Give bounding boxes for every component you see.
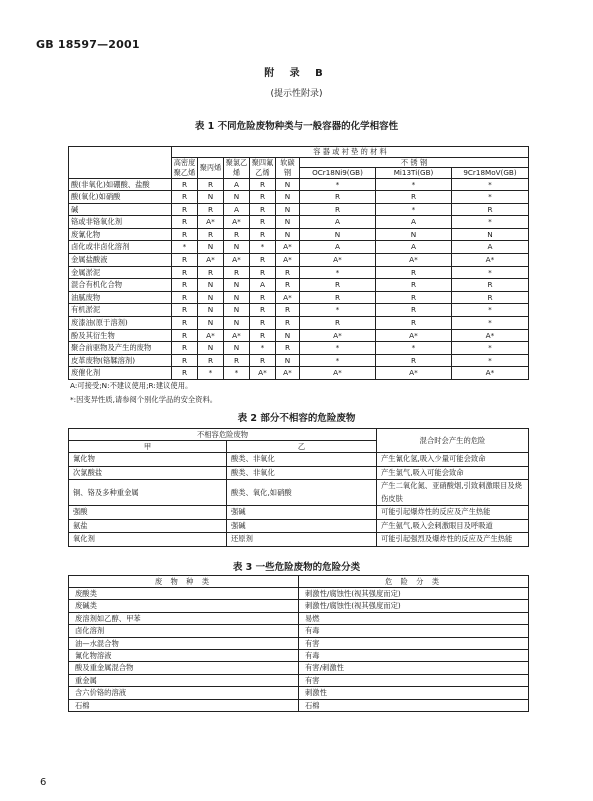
compatibility-cell: N: [276, 354, 300, 367]
compatibility-cell: R: [172, 178, 198, 191]
compatibility-cell: *: [452, 191, 529, 204]
compatibility-cell: R: [224, 266, 250, 279]
waste-type-label: 废漆油(原于溶剂): [69, 317, 172, 330]
hazard-cell: 可能引起强烈及爆炸性的反应及产生热能: [377, 533, 529, 547]
waste-kind-cell: 石棉: [69, 699, 299, 711]
compatibility-cell: R: [276, 317, 300, 330]
compatibility-cell: A: [300, 241, 376, 254]
compatibility-cell: A*: [198, 329, 224, 342]
compatibility-cell: *: [300, 304, 376, 317]
compatibility-cell: R: [250, 203, 276, 216]
compatibility-cell: N: [376, 228, 452, 241]
waste-b-cell: 酸类、非氧化: [227, 453, 377, 467]
compatibility-cell: *: [452, 317, 529, 330]
hazard-class-cell: 有毒: [299, 650, 529, 662]
table-row: [69, 241, 529, 254]
table-row: [69, 367, 529, 380]
compatibility-cell: A*: [376, 367, 452, 380]
compatibility-cell: R: [300, 191, 376, 204]
compatibility-cell: R: [376, 279, 452, 292]
compatibility-cell: *: [452, 354, 529, 367]
hazard-class-cell: 有害: [299, 674, 529, 686]
compatibility-cell: A*: [198, 254, 224, 267]
waste-type-label: 酸(非氧化)如硼酸、盐酸: [69, 178, 172, 191]
compatibility-cell: R: [250, 178, 276, 191]
compatibility-cell: *: [172, 241, 198, 254]
compatibility-cell: N: [452, 228, 529, 241]
compatibility-cell: R: [250, 191, 276, 204]
compatibility-cell: N: [224, 241, 250, 254]
waste-type-label: 金属淤泥: [69, 266, 172, 279]
hazard-class-cell: 易燃: [299, 612, 529, 624]
table-row: [69, 191, 529, 204]
waste-a-cell: 强酸: [69, 506, 227, 520]
table-row: [69, 279, 529, 292]
compatibility-cell: A: [452, 241, 529, 254]
hazard-class-cell: 有害/刺激性: [299, 662, 529, 674]
compatibility-cell: A*: [276, 291, 300, 304]
compatibility-cell: R: [452, 291, 529, 304]
table2-col-hazard: 混合时会产生的危险: [377, 429, 529, 453]
hazard-cell: 产生二氧化氮、亚硝酸烟,引致刺激眼目及烧伤皮肤: [377, 480, 529, 506]
compatibility-cell: N: [276, 191, 300, 204]
compatibility-cell: *: [250, 342, 276, 355]
waste-kind-cell: 卤化溶剂: [69, 625, 299, 637]
compatibility-cell: R: [172, 342, 198, 355]
compatibility-cell: R: [172, 354, 198, 367]
compatibility-cell: N: [276, 203, 300, 216]
table-row: [69, 291, 529, 304]
compatibility-cell: A*: [276, 367, 300, 380]
compatibility-cell: R: [376, 317, 452, 330]
table-row: [69, 317, 529, 330]
compatibility-cell: R: [198, 266, 224, 279]
compatibility-cell: R: [276, 279, 300, 292]
compatibility-cell: R: [250, 254, 276, 267]
waste-b-cell: 强碱: [227, 506, 377, 520]
waste-a-cell: 铜、铬及多种重金属: [69, 480, 227, 506]
compatibility-cell: A*: [224, 216, 250, 229]
waste-kind-cell: 油—水混合物: [69, 637, 299, 649]
compatibility-cell: R: [172, 228, 198, 241]
compatibility-cell: A*: [198, 216, 224, 229]
compatibility-cell: R: [250, 266, 276, 279]
compatibility-cell: A*: [452, 367, 529, 380]
waste-type-label: 卤化或非卤化溶剂: [69, 241, 172, 254]
compatibility-cell: R: [376, 291, 452, 304]
col-header-steel-3: 9Cr18MoV(GB): [452, 168, 529, 179]
compatibility-cell: N: [224, 317, 250, 330]
waste-type-label: 铬或非铬氧化剂: [69, 216, 172, 229]
waste-kind-cell: 废碱类: [69, 600, 299, 612]
compatibility-cell: N: [300, 228, 376, 241]
compatibility-cell: N: [224, 291, 250, 304]
waste-type-label: 酸(氧化)如硝酸: [69, 191, 172, 204]
table3-col-waste: 废 物 种 类: [69, 576, 299, 588]
compatibility-cell: R: [198, 228, 224, 241]
compatibility-cell: R: [224, 228, 250, 241]
hazard-cell: 产生氨气,吸入会刺激眼目及呼吸道: [377, 519, 529, 533]
waste-kind-cell: 重金属: [69, 674, 299, 686]
compatibility-cell: *: [300, 342, 376, 355]
hazard-cell: 产生氯气,吸入可能会致命: [377, 466, 529, 480]
col-header-steel-1: OCr18Ni9(GB): [300, 168, 376, 179]
compatibility-cell: *: [452, 342, 529, 355]
waste-b-cell: 酸类、非氧化: [227, 466, 377, 480]
hazard-class-cell: 刺激性: [299, 687, 529, 699]
compatibility-cell: *: [300, 354, 376, 367]
waste-kind-cell: 废溶剂如乙醇、甲苯: [69, 612, 299, 624]
compatibility-cell: R: [172, 216, 198, 229]
compatibility-cell: R: [250, 317, 276, 330]
compatibility-cell: R: [172, 291, 198, 304]
table-row: [69, 533, 529, 547]
compatibility-cell: A*: [300, 329, 376, 342]
table-row: [69, 203, 529, 216]
compatibility-cell: R: [452, 203, 529, 216]
standard-number: GB 18597—2001: [36, 38, 140, 51]
compatibility-cell: R: [276, 266, 300, 279]
compatibility-cell: N: [276, 228, 300, 241]
compatibility-cell: *: [376, 203, 452, 216]
compatibility-cell: R: [250, 291, 276, 304]
col-header-steel-2: Mi13Ti(GB): [376, 168, 452, 179]
waste-kind-cell: 含六价铬的溶液: [69, 687, 299, 699]
compatibility-cell: *: [300, 178, 376, 191]
table1-group-header: 容 器 或 衬 垫 的 材 料: [172, 147, 529, 158]
compatibility-cell: R: [250, 216, 276, 229]
compatibility-cell: R: [376, 191, 452, 204]
compatibility-cell: R: [224, 354, 250, 367]
table-row: [69, 625, 529, 637]
waste-kind-cell: 酸及重金属混合物: [69, 662, 299, 674]
compatibility-cell: R: [172, 191, 198, 204]
compatibility-cell: *: [376, 342, 452, 355]
table-row: [69, 662, 529, 674]
hazard-class-cell: 有害: [299, 637, 529, 649]
table-row: [69, 600, 529, 612]
page-number: 6: [40, 777, 47, 788]
waste-b-cell: 强碱: [227, 519, 377, 533]
waste-type-label: 聚合前驱物及产生的废物: [69, 342, 172, 355]
compatibility-cell: A*: [276, 241, 300, 254]
compatibility-cell: N: [276, 329, 300, 342]
compatibility-cell: N: [224, 304, 250, 317]
compatibility-cell: R: [198, 178, 224, 191]
compatibility-cell: *: [452, 216, 529, 229]
hazard-classification-table: [68, 575, 529, 712]
table-row: [69, 304, 529, 317]
hazard-class-cell: 刺激性/腐蚀性(视其强度而定): [299, 588, 529, 600]
table-row: [69, 612, 529, 624]
compatibility-table: [68, 146, 529, 380]
table-row: [69, 588, 529, 600]
compatibility-cell: *: [452, 304, 529, 317]
waste-type-label: 废催化剂: [69, 367, 172, 380]
compatibility-cell: R: [172, 304, 198, 317]
compatibility-cell: R: [376, 304, 452, 317]
compatibility-cell: R: [376, 266, 452, 279]
compatibility-cell: R: [250, 228, 276, 241]
compatibility-cell: R: [300, 203, 376, 216]
compatibility-cell: R: [300, 317, 376, 330]
compatibility-cell: N: [198, 191, 224, 204]
compatibility-cell: A*: [452, 254, 529, 267]
compatibility-cell: A*: [300, 367, 376, 380]
waste-type-label: 金属盐酸液: [69, 254, 172, 267]
hazard-class-cell: 刺激性/腐蚀性(视其强度而定): [299, 600, 529, 612]
compatibility-cell: A*: [250, 367, 276, 380]
compatibility-cell: R: [250, 329, 276, 342]
table-row: [69, 216, 529, 229]
compatibility-cell: R: [198, 203, 224, 216]
compatibility-cell: N: [224, 191, 250, 204]
compatibility-cell: *: [376, 178, 452, 191]
compatibility-cell: N: [198, 241, 224, 254]
compatibility-cell: A*: [224, 329, 250, 342]
compatibility-cell: N: [276, 178, 300, 191]
compatibility-cell: R: [276, 342, 300, 355]
table-row: [69, 453, 529, 467]
table2-col-b: 乙: [227, 441, 377, 453]
waste-type-label: 皮革废物(铬鞣溶剂): [69, 354, 172, 367]
compatibility-cell: N: [198, 342, 224, 355]
compatibility-cell: A*: [276, 254, 300, 267]
table1-caption: 表 1 不同危险废物种类与一般容器的化学相容性: [194, 121, 399, 132]
compatibility-cell: A: [224, 203, 250, 216]
waste-type-label: 碱: [69, 203, 172, 216]
compatibility-cell: N: [224, 279, 250, 292]
table-row: [69, 480, 529, 506]
table-row: [69, 699, 529, 711]
compatibility-cell: *: [198, 367, 224, 380]
waste-type-label: 有机淤泥: [69, 304, 172, 317]
waste-b-cell: 酸类、氧化,如硝酸: [227, 480, 377, 506]
compatibility-cell: R: [376, 354, 452, 367]
compatibility-cell: R: [300, 279, 376, 292]
table2-col-a: 甲: [69, 441, 227, 453]
table1-corner-cell: [69, 147, 172, 179]
compatibility-cell: A: [376, 241, 452, 254]
compatibility-cell: R: [452, 279, 529, 292]
waste-a-cell: 次氯酸盐: [69, 466, 227, 480]
compatibility-cell: N: [198, 317, 224, 330]
compatibility-cell: A*: [376, 254, 452, 267]
compatibility-cell: *: [224, 367, 250, 380]
table2-caption: 表 2 部分不相容的危险废物: [237, 413, 356, 424]
table-row: [69, 506, 529, 520]
waste-b-cell: 还原剂: [227, 533, 377, 547]
compatibility-cell: R: [172, 203, 198, 216]
compatibility-cell: A*: [300, 254, 376, 267]
waste-a-cell: 氧化剂: [69, 533, 227, 547]
compatibility-cell: R: [198, 354, 224, 367]
table-row: [69, 674, 529, 686]
table1-note-legend: A:可接受;N:不建议使用;R:建议使用。: [70, 381, 193, 390]
compatibility-cell: N: [276, 216, 300, 229]
compatibility-cell: *: [452, 178, 529, 191]
compatibility-cell: N: [198, 291, 224, 304]
table3-caption: 表 3 一些危险废物的危险分类: [232, 562, 361, 573]
incompatible-wastes-table: [68, 428, 529, 547]
waste-type-label: 酚及其衍生物: [69, 329, 172, 342]
col-header-pp: 聚丙烯: [198, 157, 224, 178]
table-row: [69, 650, 529, 662]
compatibility-cell: R: [172, 266, 198, 279]
hazard-cell: 可能引起爆炸性的反应及产生热能: [377, 506, 529, 520]
compatibility-cell: A*: [224, 254, 250, 267]
col-header-pvc: 聚氯乙烯: [224, 157, 250, 178]
compatibility-cell: N: [198, 279, 224, 292]
waste-a-cell: 氨盐: [69, 519, 227, 533]
table-row: [69, 228, 529, 241]
steel-group-header: 不 锈 钢: [300, 157, 529, 168]
compatibility-cell: *: [452, 266, 529, 279]
col-header-hdpe: 高密度聚乙烯: [172, 157, 198, 178]
compatibility-cell: N: [198, 304, 224, 317]
waste-a-cell: 氰化物: [69, 453, 227, 467]
table1-note-asterisk: *:因变异性质,请参阅个别化学品的安全资料。: [70, 395, 218, 404]
table-row: [69, 519, 529, 533]
waste-type-label: 油腻废物: [69, 291, 172, 304]
compatibility-cell: R: [172, 329, 198, 342]
compatibility-cell: A: [376, 216, 452, 229]
compatibility-cell: A: [224, 178, 250, 191]
compatibility-cell: *: [300, 266, 376, 279]
waste-kind-cell: 废酸类: [69, 588, 299, 600]
col-header-ptfe: 聚四氟乙烯: [250, 157, 276, 178]
compatibility-cell: A: [250, 279, 276, 292]
compatibility-cell: R: [172, 367, 198, 380]
table-row: [69, 687, 529, 699]
table-row: [69, 466, 529, 480]
table-row: [69, 354, 529, 367]
table-row: [69, 266, 529, 279]
compatibility-cell: R: [250, 304, 276, 317]
table2-group-header: 不相容危险废物: [69, 429, 377, 441]
appendix-subtitle: (提示性附录): [270, 89, 323, 99]
compatibility-cell: R: [276, 304, 300, 317]
table-row: [69, 342, 529, 355]
compatibility-cell: A*: [452, 329, 529, 342]
compatibility-cell: R: [300, 291, 376, 304]
compatibility-cell: A*: [376, 329, 452, 342]
table-row: [69, 254, 529, 267]
hazard-cell: 产生氰化氢,吸入少量可能会致命: [377, 453, 529, 467]
compatibility-cell: R: [250, 354, 276, 367]
appendix-title: 附 录 B: [264, 68, 329, 79]
table3-col-class: 危 险 分 类: [299, 576, 529, 588]
waste-type-label: 废氰化物: [69, 228, 172, 241]
compatibility-cell: *: [250, 241, 276, 254]
compatibility-cell: A: [300, 216, 376, 229]
table-row: [69, 637, 529, 649]
compatibility-cell: R: [172, 279, 198, 292]
compatibility-cell: N: [224, 342, 250, 355]
compatibility-cell: R: [172, 317, 198, 330]
table-row: [69, 178, 529, 191]
table-row: [69, 329, 529, 342]
col-header-mild-steel: 软碳钢: [276, 157, 300, 178]
waste-kind-cell: 氰化物溶液: [69, 650, 299, 662]
hazard-class-cell: 有毒: [299, 625, 529, 637]
waste-type-label: 混合有机化合物: [69, 279, 172, 292]
compatibility-cell: R: [172, 254, 198, 267]
hazard-class-cell: 石棉: [299, 699, 529, 711]
